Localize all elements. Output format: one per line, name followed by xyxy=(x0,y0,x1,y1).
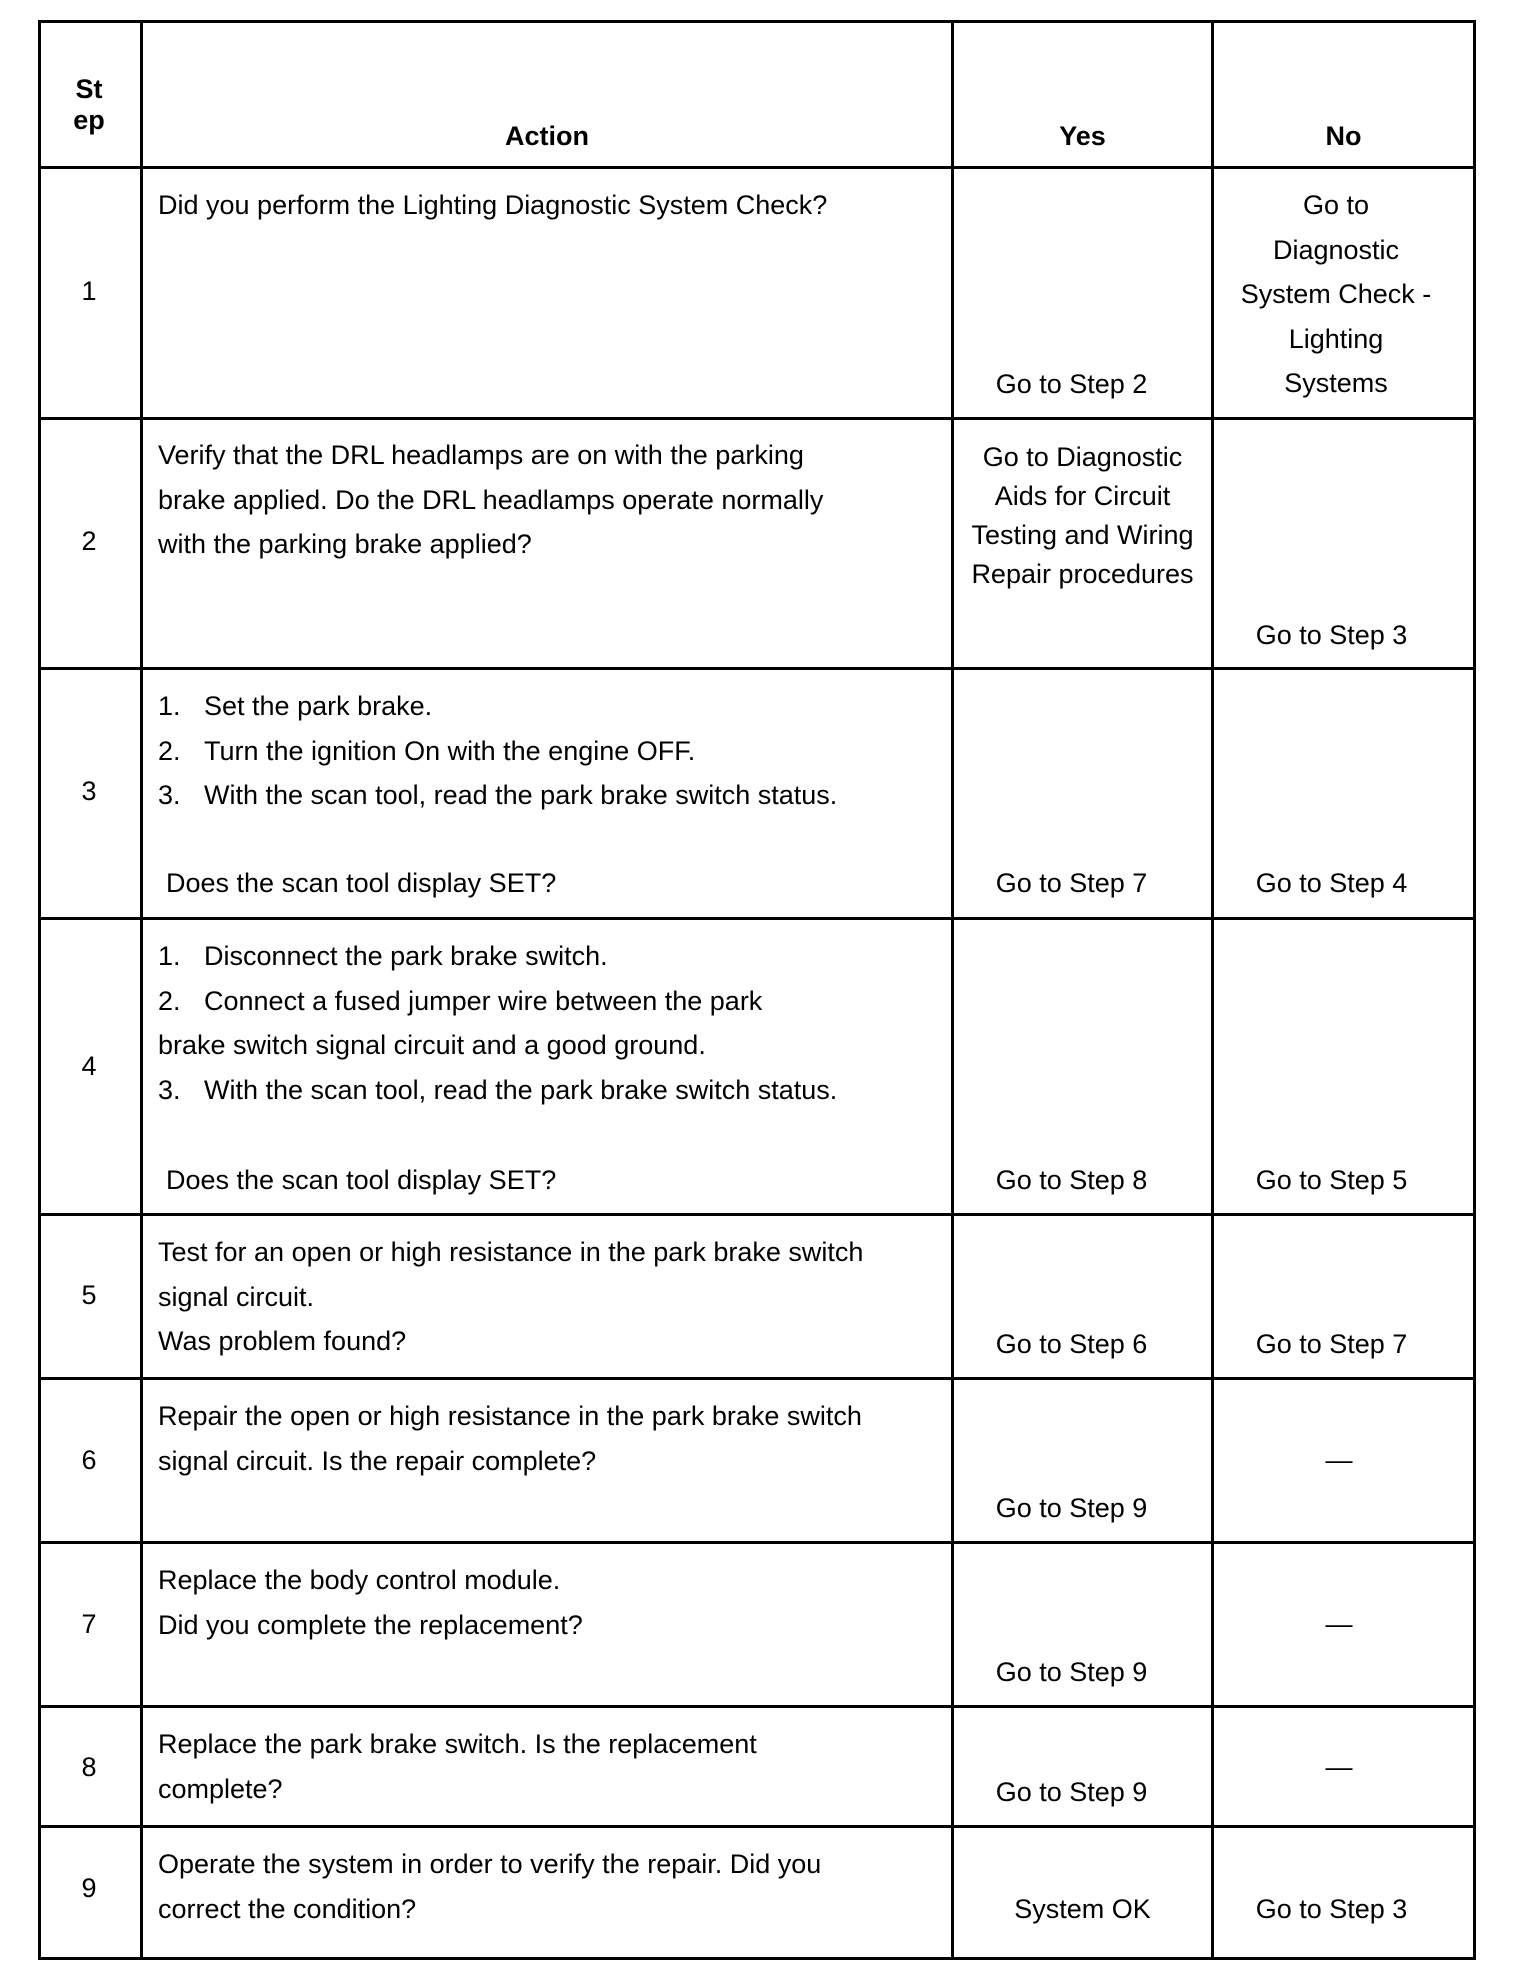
header-action: Action xyxy=(505,121,589,151)
list-item: 3. With the scan tool, read the park brake switch status. xyxy=(158,780,838,810)
table-border xyxy=(38,1541,1476,1544)
yes-result: Go to Step 7 xyxy=(995,868,1148,898)
header-no: No xyxy=(1325,121,1362,151)
step-number: 9 xyxy=(81,1873,97,1903)
no-result: Go to Step 5 xyxy=(1255,1165,1408,1195)
table-border xyxy=(38,1705,1476,1708)
list-item: 1. Set the park brake. xyxy=(158,691,433,721)
action-question: Does the scan tool display SET? xyxy=(166,1165,557,1195)
no-result: Go to Step 3 xyxy=(1255,1894,1408,1924)
action-text: Repair the open or high resistance in the park brake switch signal circuit. Is the repair complete? xyxy=(158,1401,862,1476)
yes-result: System OK xyxy=(1014,1894,1151,1924)
step-number: 4 xyxy=(81,1051,97,1081)
list-item: 2. Connect a fused jumper wire between the park xyxy=(158,985,763,1016)
action-text: Verify that the DRL headlamps are on with the parking brake applied. Do the DRL headlamps operate normally with the parking brake applied? xyxy=(158,440,824,559)
no-result: Go to Step 4 xyxy=(1255,868,1408,898)
table-border xyxy=(38,166,1476,169)
action-text: Replace the park brake switch. Is the replacement complete? xyxy=(158,1729,757,1804)
action-list xyxy=(158,684,837,818)
no-result: — xyxy=(1325,1609,1353,1639)
yes-result: Go to Step 9 xyxy=(995,1777,1148,1807)
yes-result: Go to Step 2 xyxy=(995,369,1148,399)
action-text: Test for an open or high resistance in the park brake switch signal circuit. Was problem found? xyxy=(158,1237,864,1356)
table-border xyxy=(38,1957,1476,1960)
table-border xyxy=(38,917,1476,920)
step-number: 1 xyxy=(81,276,97,306)
diagnostic-table xyxy=(38,20,1476,1960)
table-border xyxy=(38,1825,1476,1828)
table-border xyxy=(38,1377,1476,1380)
yes-result: Go to Diagnostic Aids for Circuit Testing and Wiring Repair procedures xyxy=(971,442,1194,589)
header-yes: Yes xyxy=(1059,121,1106,151)
list-item: 1. Disconnect the park brake switch. xyxy=(158,941,608,971)
step-number: 3 xyxy=(81,776,97,806)
action-list xyxy=(158,934,837,1112)
no-result: — xyxy=(1325,1752,1353,1782)
step-number: 5 xyxy=(81,1280,97,1310)
action-text: Did you perform the Lighting Diagnostic System Check? xyxy=(158,190,828,220)
table-border xyxy=(38,417,1476,420)
step-number: 6 xyxy=(81,1445,97,1475)
no-result: — xyxy=(1325,1445,1353,1475)
list-item: brake switch signal circuit and a good ground. xyxy=(158,1030,706,1060)
no-result: Go to Step 7 xyxy=(1255,1329,1408,1359)
table-border xyxy=(38,1213,1476,1216)
table-border xyxy=(38,20,1476,23)
yes-result: Go to Step 9 xyxy=(995,1657,1148,1687)
no-result: Go to Step 3 xyxy=(1255,620,1408,650)
action-text: Operate the system in order to verify the repair. Did you correct the condition? xyxy=(158,1849,822,1924)
step-number: 2 xyxy=(81,526,97,556)
no-result: Go to Diagnostic System Check - Lighting Systems xyxy=(1240,190,1432,398)
action-text: Replace the body control module. Did you complete the replacement? xyxy=(158,1565,583,1640)
yes-result: Go to Step 8 xyxy=(995,1165,1148,1195)
step-number: 8 xyxy=(81,1752,97,1782)
table-border xyxy=(1473,20,1476,1960)
table-border xyxy=(38,667,1476,670)
yes-result: Go to Step 9 xyxy=(995,1493,1148,1523)
table-border xyxy=(140,20,143,1960)
list-item: 3. With the scan tool, read the park brake switch status. xyxy=(158,1074,838,1105)
action-question: Does the scan tool display SET? xyxy=(166,868,557,898)
step-number: 7 xyxy=(81,1609,97,1639)
yes-result: Go to Step 6 xyxy=(995,1329,1148,1359)
header-step: St ep xyxy=(73,74,105,135)
list-item: 2. Turn the ignition On with the engine OFF. xyxy=(158,735,696,766)
